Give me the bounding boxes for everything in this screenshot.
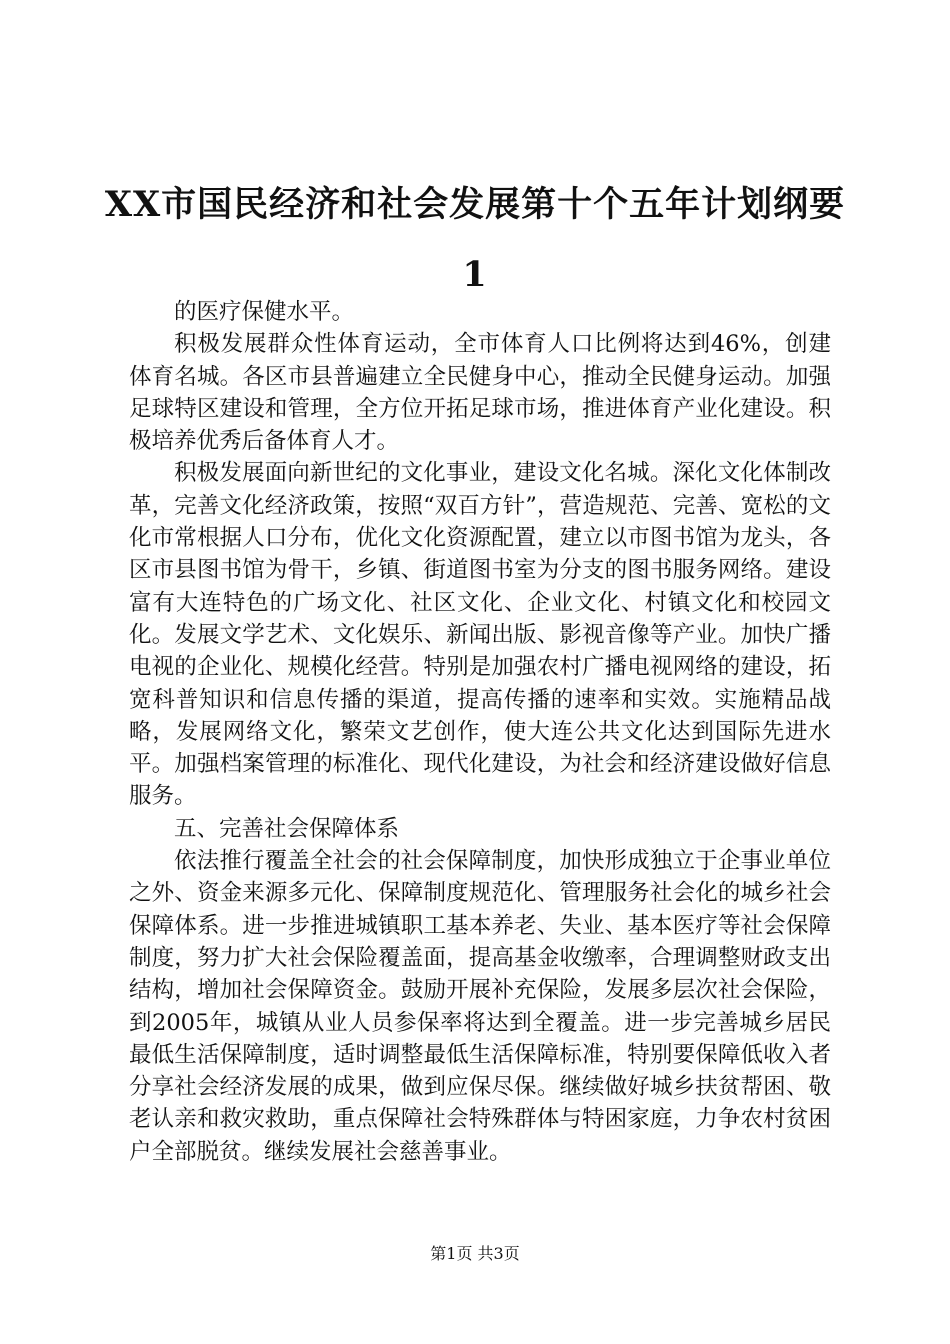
page-footer: 第1页 共3页 bbox=[430, 1244, 520, 1263]
section-heading-social-security: 五、完善社会保障体系 bbox=[174, 815, 400, 842]
paragraph-medical-care: 的医疗保健水平。 bbox=[174, 299, 355, 325]
paragraph-culture: 积极发展面向新世纪的文化事业，建设文化名城。深化文化体制改革，完善文化经济政策，按照“双百方针”，营造规范、完善、宽松的文化市常根据人口分布，优化文化资源配置，建立以市图书馆为龙头，各区市县图书馆为骨干，乡镇、街道图书室为分支的图书服务网络。建设富有大连特色的广场文化、社区文化、企业文化、村镇文化和校园文化。发展文学艺术、文化娱乐、新闻出版、影视音像等产业。加快广播电视的企业化、规模化经营。特别是加强农村广播电视网络的建设，拓宽科普知识和信息传播的渠道，提高传播的速率和实效。实施精品战略，发展网络文化，繁荣文艺创作，使大连公共文化达到国际先进水平。加强档案管理的标准化、现代化建设，为社会和经济建设做好信息服务。 bbox=[129, 460, 831, 810]
paragraph-sports: 积极发展群众性体育运动，全市体育人口比例将达到46%，创建体育名城。各区市县普遍建立全民健身中心，推动全民健身运动。加强足球特区建设和管理，全方位开拓足球市场，推进体育产业化建设。积极培养优秀后备体育人才。 bbox=[129, 331, 831, 455]
document-body bbox=[129, 296, 831, 1168]
paragraph-social-security: 依法推行覆盖全社会的社会保障制度，加快形成独立于企事业单位之外、资金来源多元化、保障制度规范化、管理服务社会化的城乡社会保障体系。进一步推进城镇职工基本养老、失业、基本医疗等社会保障制度，努力扩大社会保险覆盖面，提高基金收缴率，合理调整财政支出结构，增加社会保障资金。鼓励开展补充保险，发展多层次社会保险，到2005年，城镇从业人员参保率将达到全覆盖。进一步完善城乡居民最低生活保障制度，适时调整最低生活保障标准，特别要保障低收入者分享社会经济发展的成果，做到应保尽保。继续做好城乡扶贫帮困、敬老认亲和救灾救助，重点保障社会特殊群体与特困家庭，力争农村贫困户全部脱贫。继续发展社会慈善事业。 bbox=[129, 848, 831, 1165]
document-title: XX市国民经济和社会发展第十个五年计划纲要1 bbox=[104, 184, 846, 295]
